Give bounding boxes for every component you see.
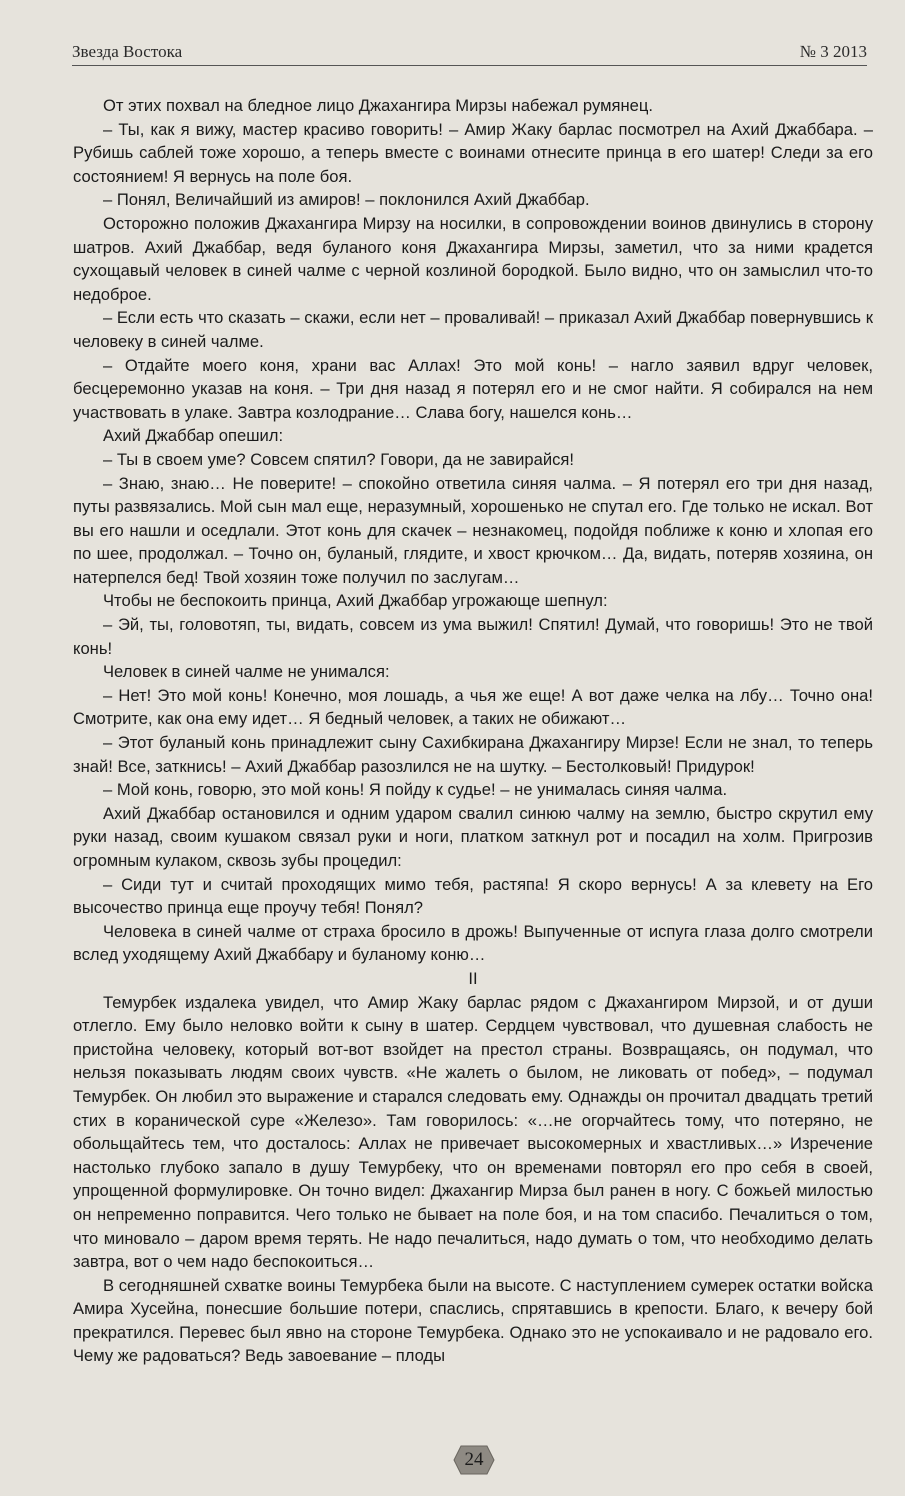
paragraph: – Ты, как я вижу, мастер красиво говорить! – Амир Жаку барлас посмотрел на Ахий Джаббара. – Рубишь саблей тоже хорошо, а теперь вместе с воинами отнесите принца в его шатер! Следи за его состоянием! Я вернусь на поле боя. (73, 119, 873, 186)
body-text (73, 94, 873, 1368)
running-header (72, 40, 867, 66)
paragraph: – Знаю, знаю… Не поверите! – спокойно ответила синяя чалма. – Я потерял его три дня назад, путы развязались. Мой сын мал еще, неразумный, хорошенько не спутал его. Где только не искал. Вот вы его нашли и оседлали. Этот конь для скачек – незнакомец, подойдя поближе к коню и хлопая его по шее, продолжал. – Точно он, буланый, глядите, и хвост крючком… Да, видать, потеряв хозяина, он натерпелся бед! Твой хозяин тоже получил по заслугам… (73, 473, 873, 587)
paragraph: Ахий Джаббар остановился и одним ударом свалил синюю чалму на землю, быстро скрутил ему руки назад, своим кушаком связал руки и ноги, платком заткнул рот и посадил на холм. Пригрозив огромным кулаком, сквозь зубы процедил: (73, 803, 873, 870)
issue-number: № 3 2013 (799, 42, 867, 61)
paragraph: – Этот буланый конь принадлежит сыну Сахибкирана Джахангиру Мирзе! Если не знал, то теперь знай! Все, заткнись! – Ахий Джаббар разозлился не на шутку. – Бестолковый! Придурок! (73, 733, 873, 776)
journal-title: Звезда Востока (72, 42, 183, 61)
paragraph: – Отдайте моего коня, храни вас Аллах! Это мой конь! – нагло заявил вдруг человек, бесцеремонно указав на коня. – Три дня назад я потерял его и не смог найти. Я собирался на нем участвовать в улаке. Завтра козлодрание… Слава богу, нашелся конь… (73, 355, 873, 422)
paragraph: Осторожно положив Джахангира Мирзу на носилки, в сопровождении воинов двинулись в сторону шатров. Ахий Джаббар, ведя буланого коня Джахангира Мирзы, заметил, что за ними крадется сухощавый человек в синей чалме с черной козлиной бородкой. Было видно, что он замыслил что-то недоброе. (73, 213, 873, 304)
paragraph: Человек в синей чалме не унимался: (103, 662, 390, 682)
paragraph: От этих похвал на бледное лицо Джахангира Мирзы набежал румянец. (103, 96, 653, 115)
paragraph: – Мой конь, говорю, это мой конь! Я пойду к судье! – не унималась синяя чалма. (103, 780, 728, 800)
page-number: 24 (464, 1449, 484, 1470)
page-number-badge (453, 1445, 495, 1475)
paragraph: Ахий Джаббар опешил: (103, 426, 284, 446)
paragraph: – Понял, Величайший из амиров! – поклонился Ахий Джаббар. (103, 190, 590, 210)
paragraph: Чтобы не беспокоить принца, Ахий Джаббар угрожающе шепнул: (103, 591, 608, 611)
paragraph: – Если есть что сказать – скажи, если нет – проваливай! – приказал Ахий Джаббар повернувшись к человеку в синей чалме. (73, 308, 873, 351)
paragraph: – Ты в своем уме? Совсем спятил? Говори, да не завирайся! (103, 449, 574, 469)
header-rule (72, 65, 867, 66)
paragraph: – Сиди тут и считай проходящих мимо тебя, растяпа! Я скоро вернусь! А за клевету на Его высочество принца еще проучу тебя! Понял? (73, 874, 873, 918)
paragraph: В сегодняшней схватке воины Темурбека были на высоте. С наступлением сумерек остатки войска Амира Хусейна, понесшие большие потери, спаслись, спрятавшись в крепости. Благо, к вечеру бой прекратился. Перевес был явно на стороне Темурбека. Однако это не успокаивало и не радовало его. Чему же радоваться? Ведь завоевание – плоды (73, 1275, 873, 1366)
paragraph: Темурбек издалека увидел, что Амир Жаку барлас рядом с Джахангиром Мирзой, и от души отлегло. Ему было неловко войти к сыну в шатер. Сердцем чувствовал, что душевная слабость не пристойна человеку, который вот-вот взойдет на престол страны. Возвращаясь, он подумал, что нельзя показывать людям своих чувств. «Не жалеть о былом, не ликовать от побед», – подумал Темурбек. Он любил это выражение и старался следовать ему. Однажды он прочитал двадцать третий стих в коранической суре «Железо». Там говорилось: «…не огорчайтесь тому, что потеряно, не обольщайтесь тем, что досталось: Аллах не привечает высокомерных и хвастливых…» Изречение настолько глубоко запало в душу Темурбеку, что он временами повторял его про себя в своей, упрощенной формулировке. Он точно видел: Джахангир Мирза был ранен в ногу. С божьей милостью он непременно поправится. Чего только не бывает на поле боя, и на том спасибо. Печалиться о том, что миновало – даром время терять. Не надо печалиться, надо думать о том, что необходимо делать завтра, вот о чем надо беспокоиться… (73, 992, 874, 1272)
section-mark: II (468, 968, 478, 988)
paragraph: Человека в синей чалме от страха бросило в дрожь! Выпученные от испуга глаза долго смотрели вслед уходящему Ахий Джаббару и буланому коню… (73, 921, 873, 965)
paragraph: – Нет! Это мой конь! Конечно, моя лошадь, а чья же еще! А вот даже челка на лбу… Точно она! Смотрите, как она ему идет… Я бедный человек, а таких не обижают… (73, 685, 873, 729)
paragraph: – Эй, ты, головотяп, ты, видать, совсем из ума выжил! Спятил! Думай, что говоришь! Это не твой конь! (73, 615, 873, 658)
